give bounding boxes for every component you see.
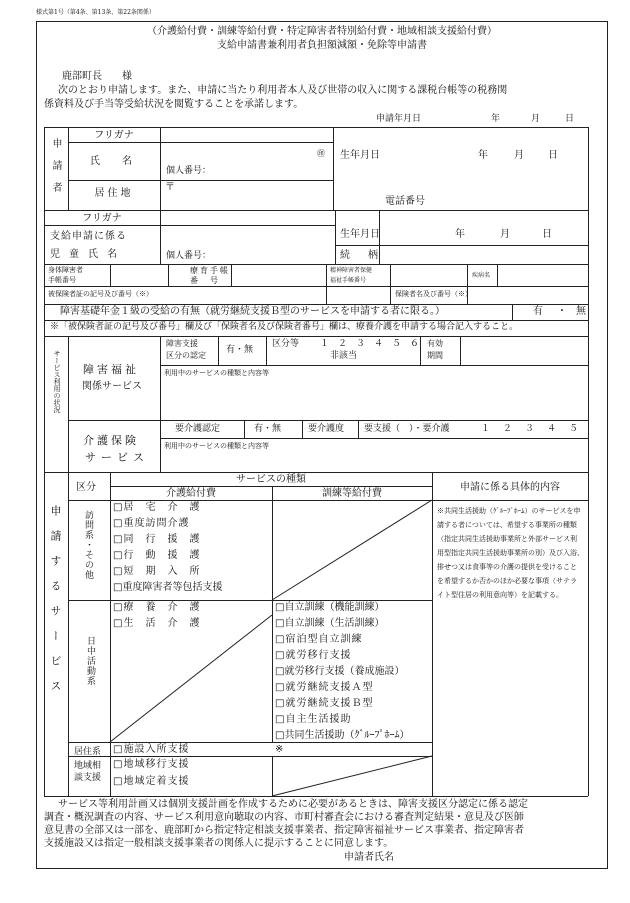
note-line: ※共同生活援助（ｸﾞﾙｰﾌﾟﾎｰﾑ）のサービスを申 — [437, 507, 581, 515]
nicchu-kunren-item: □自立訓練（生活訓練） — [275, 618, 385, 629]
applicant-side-label: 申請者 — [50, 138, 61, 204]
child-birth-month: 月 — [500, 229, 510, 240]
note-line: 排せつ又は食事等の介護の提供を受けること — [437, 563, 577, 571]
child-label-2: 児童氏名 — [50, 249, 126, 260]
child-birth-year: 年 — [455, 229, 465, 240]
homon-item: □重度障害者等包括支援 — [113, 582, 223, 593]
pension-label: 障害基礎年金１級の受給の有無（就労継続支援Ｂ型のサービスを申請する者に限る。） — [60, 306, 445, 317]
footer-line: サービス等利用計画又は個別支援計画を作成するために必要があるときは、障害支援区分認定に係る認定 — [58, 799, 528, 810]
shurui-header: サービスの種類 — [236, 474, 306, 485]
kyoju-kunren-item: □共同生活援助（ｸﾞﾙｰﾌﾟﾎｰﾑ） — [275, 730, 410, 741]
nicchu-kunren-item: □自立訓練（機能訓練） — [275, 602, 385, 613]
furigana-label: フリガナ — [94, 130, 134, 141]
title-line-2: 支給申請書兼利用者負担額減額・免除等申請書 — [217, 40, 427, 51]
application-date-label: 申請年月日 — [376, 114, 422, 124]
nicchu-kaigo-item: □生 活 介 護 — [113, 618, 201, 629]
seishin-label-1: 精神障害者保健 — [330, 267, 373, 274]
yoshien-label: 要支援（ ）・要介護 — [364, 424, 450, 434]
note-line: を希望するか否かのほか必要な事項（サテラ — [437, 577, 577, 585]
homon-group-label: 訪問系・その他 — [83, 510, 93, 580]
ryouiku-label-1: 療育手帳 — [190, 266, 230, 275]
care-nintei-label: 要介護認定 — [175, 424, 221, 434]
nicchu-kunren-item: □就労継続支援Ｂ型 — [275, 698, 374, 709]
insured-label: 被保険者証の記号及び番号（※） — [48, 290, 153, 298]
chiiki-item: □地域定着支援 — [113, 776, 190, 787]
homon-item: □居 宅 介 護 — [113, 502, 201, 513]
kyoju-group-label: 居住系 — [74, 747, 102, 757]
kyoju-kaigo-item: □施設入所支援 — [113, 744, 190, 755]
child-furigana-label: フリガナ — [82, 213, 122, 224]
applicant-birth-label: 生年月日 — [340, 150, 380, 161]
signature-label: 申請者氏名 — [344, 852, 394, 863]
pension-no: 無 — [576, 306, 586, 317]
kubun-numbers: １ ２ ３ ４ ５ ６ — [320, 339, 420, 349]
nicchu-kunren-item: □宿泊型自立訓練 — [275, 634, 363, 645]
status-side-label: サービス利用の状況 — [53, 350, 61, 413]
relation-label: 続 柄 — [340, 250, 382, 261]
birth-day: 日 — [548, 150, 558, 161]
higaitou-label: 非該当 — [330, 351, 358, 361]
welfare-label-1: 障害福祉 — [83, 363, 139, 376]
note-line: イト型住居の利用意向等）を記載する。 — [437, 591, 563, 599]
shintai-label-1: 身体障害者 — [48, 266, 83, 274]
care-using-label: 利用中のサービスの種類と内容等 — [164, 442, 269, 450]
name-label: 氏 名 — [90, 156, 138, 167]
day-label: 日 — [565, 114, 575, 124]
homon-item: □同 行 援 護 — [113, 534, 201, 545]
intro-line-1: 次のとおり申請します。また、申請に当たり利用者本人及び世帯の収入に関する課税台帳等の税務関 — [58, 85, 508, 96]
chiiki-group-label: 地域相談支援 — [74, 761, 102, 783]
applicant-kojin-label: 個人番号： — [166, 166, 212, 176]
nicchu-kaigo-item: □療 養 介 護 — [113, 602, 201, 613]
nicchu-kunren-item: □就労移行支援 — [275, 650, 352, 661]
pension-separator: ・ — [557, 306, 567, 317]
nicchu-group-label: 日中活動系 — [85, 636, 95, 686]
note-star: ※「被保険者証の記号及び番号」欄及び「保険者名及び保険者番号」欄は、療養介護を申請する場合記入すること。 — [50, 322, 519, 332]
services-side-label: 申請するサービス — [49, 505, 62, 705]
chiiki-item: □地域移行支援 — [113, 759, 190, 770]
kubun-umu: 有・無 — [226, 345, 254, 355]
address-label: 居住地 — [94, 188, 134, 199]
kaigo-header: 介護給付費 — [166, 488, 216, 499]
kubun-header: 区分 — [76, 482, 96, 493]
homon-item: □短 期 入 所 — [113, 566, 201, 577]
kubun-label-1: 障害支援 — [166, 339, 198, 348]
title-line-1: （介護給付費・訓練等給付費・特定障害者特別給付費・地域相談支援給付費） — [147, 26, 497, 37]
care-umu: 有・無 — [254, 424, 282, 434]
birth-year: 年 — [478, 150, 488, 161]
footer-line: 意見書の全部又は一部を、鹿部町から指定特定相談支援事業者、指定障害福祉サービス事業者、指定障害者 — [44, 825, 524, 836]
note-line: 用型指定共同生活援助事業所の別）及び入浴、 — [437, 549, 584, 557]
month-label: 月 — [531, 114, 541, 124]
seishin-label-2: 福祉手帳番号 — [330, 277, 367, 284]
shintai-label-2: 手帳番号 — [48, 276, 76, 284]
phone-label: 電話番号 — [385, 196, 425, 207]
nicchu-kunren-item: □就労継続支援Ａ型 — [275, 682, 374, 693]
welfare-label-2: 関係サービス — [82, 381, 142, 392]
footer-line: 調査・概況調査の内容、サービス利用意向聴取の内容、市町村審査会における審査判定結果・意見及び医師 — [44, 812, 524, 823]
nicchu-kunren-item: □就労移行支援（養成施設） — [275, 666, 405, 677]
insurer-label: 保険者名及び番号（※） — [395, 290, 472, 298]
nicchu-kunren-item: □自主生活援助 — [275, 714, 352, 725]
postal-mark: 〒 — [165, 182, 175, 193]
care-numbers: １ ２ ３ ４ ５ — [481, 424, 581, 434]
form-number: 様式第1号（第4条、第13条、第22条関係） — [36, 9, 155, 16]
addressee: 鹿部町長 様 — [62, 71, 132, 82]
welfare-using-label: 利用中のサービスの種類と内容等 — [164, 369, 269, 377]
intro-line-2: 係資料及び手当等受給状況を閲覧することを承諾します。 — [44, 99, 304, 110]
ryouiku-label-2: 番 号 — [190, 276, 220, 285]
homon-item: □重度訪問介護 — [113, 518, 190, 529]
child-label-1: 支給申請に係る — [50, 231, 127, 242]
child-birth-day: 日 — [542, 229, 552, 240]
kubun-label-2: 区分の認定 — [166, 351, 206, 360]
seal-mark: ㊞ — [317, 149, 325, 158]
pension-yes: 有 — [533, 306, 543, 317]
child-kojin-label: 個人番号： — [166, 251, 212, 261]
kubuntou-label: 区分等 — [272, 339, 300, 349]
footer-line: 支援施設又は指定一般相談支援事業者の関係人に提示することに同意します。 — [44, 838, 394, 849]
kunren-header: 訓練等給付費 — [322, 488, 382, 499]
homon-item: □行 動 援 護 — [113, 550, 201, 561]
care-degree-label: 要介護度 — [308, 424, 345, 434]
valid-label-2: 期間 — [427, 351, 443, 360]
child-birth-label: 生年月日 — [340, 229, 380, 240]
year-label: 年 — [491, 114, 501, 124]
note-line: 請する者については、希望する事業所の種類 — [437, 521, 577, 529]
valid-label-1: 有効 — [427, 339, 443, 348]
birth-month: 月 — [514, 150, 524, 161]
note-line: （指定共同生活援助事業所と外部サービス利 — [437, 535, 577, 543]
disease-label: 疾病名 — [472, 272, 491, 279]
care-label-1: 介護保険 — [83, 434, 139, 447]
kyoju-kunren-note: ※ — [275, 744, 284, 755]
care-label-2: サービス — [85, 451, 149, 464]
gutai-header: 申請に係る具体的内容 — [460, 482, 560, 493]
